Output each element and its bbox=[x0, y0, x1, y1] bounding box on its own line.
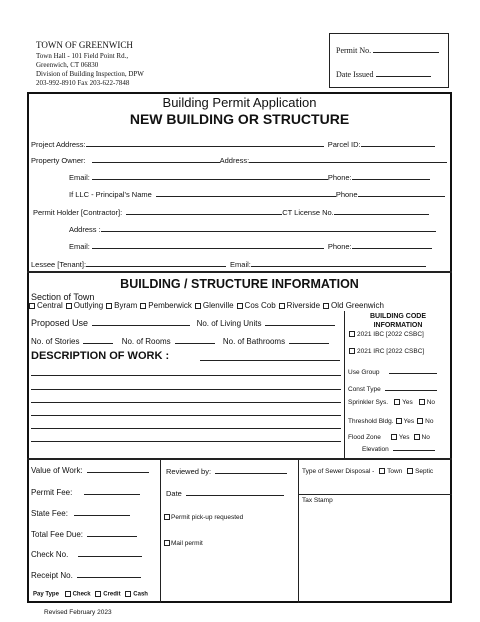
town-option-old-greenwich[interactable]: Old Greenwich bbox=[320, 301, 384, 310]
owner-email-row: Email: Phone: bbox=[69, 172, 430, 182]
lessee-email-field[interactable] bbox=[251, 259, 426, 267]
permit-holder-row: Permit Holder [Contractor]: CT License No. bbox=[33, 207, 429, 217]
project-address-row: Project Address: Parcel ID: bbox=[31, 139, 435, 149]
bottom-divider bbox=[27, 458, 452, 460]
checkbox-icon bbox=[140, 303, 146, 309]
pay-credit-checkbox[interactable] bbox=[95, 591, 101, 597]
pickup-option[interactable]: Permit pick-up requested bbox=[164, 514, 243, 521]
code-box-divider bbox=[344, 311, 345, 458]
elevation-field[interactable] bbox=[393, 443, 435, 451]
threshold-no-checkbox[interactable] bbox=[417, 418, 423, 424]
flood-no-checkbox[interactable] bbox=[414, 434, 420, 440]
contractor-email-row: Email: Phone: bbox=[69, 241, 432, 251]
rooms-field[interactable] bbox=[175, 336, 215, 344]
state-fee-row: State Fee: bbox=[31, 508, 130, 518]
lessee-row: Lessee [Tenant]: Email: bbox=[31, 259, 426, 269]
checkbox-icon bbox=[279, 303, 285, 309]
town-name: TOWN OF GREENWICH bbox=[36, 40, 133, 50]
contractor-address-row: Address : bbox=[69, 224, 436, 234]
description-line-0[interactable] bbox=[200, 360, 340, 361]
bathrooms-field[interactable] bbox=[289, 336, 329, 344]
form-subtitle: NEW BUILDING OR STRUCTURE bbox=[129, 111, 350, 127]
form-title: Building Permit Application bbox=[162, 95, 317, 110]
mail-option[interactable]: Mail permit bbox=[164, 540, 203, 547]
parcel-id-field[interactable] bbox=[361, 139, 435, 147]
permit-no-field[interactable] bbox=[373, 45, 439, 53]
checkbox-icon bbox=[29, 303, 35, 309]
proposed-use-row: Proposed Use No. of Living Units bbox=[31, 318, 335, 328]
town-option-glenville[interactable]: Glenville bbox=[192, 301, 234, 310]
project-address-field[interactable] bbox=[86, 139, 324, 147]
state-fee-field[interactable] bbox=[74, 508, 130, 516]
description-line-5[interactable] bbox=[31, 428, 341, 429]
phone-line: 203-992-8910 Fax 203-622-7848 bbox=[36, 79, 130, 87]
llc-phone-field[interactable] bbox=[358, 189, 445, 197]
reviewed-by-field[interactable] bbox=[215, 466, 287, 474]
llc-principal-field[interactable] bbox=[156, 189, 336, 197]
check-no-field[interactable] bbox=[78, 549, 142, 557]
proposed-use-field[interactable] bbox=[92, 318, 190, 326]
town-option-central[interactable]: Central bbox=[26, 301, 63, 310]
town-option-byram[interactable]: Byram bbox=[103, 301, 137, 310]
date-issued-label: Date Issued bbox=[336, 69, 431, 79]
permit-fee-field[interactable] bbox=[84, 487, 140, 495]
review-date-row: Date bbox=[166, 488, 284, 498]
sewer-septic-checkbox[interactable] bbox=[407, 468, 413, 474]
structure-heading: BUILDING / STRUCTURE INFORMATION bbox=[120, 277, 359, 291]
living-units-field[interactable] bbox=[265, 318, 335, 326]
const-type-field[interactable] bbox=[385, 383, 437, 391]
tax-stamp-label: Tax Stamp bbox=[302, 497, 333, 504]
ct-license-field[interactable] bbox=[334, 207, 429, 215]
property-owner-field[interactable] bbox=[92, 155, 220, 163]
value-of-work-row: Value of Work: bbox=[31, 465, 149, 475]
pay-check-checkbox[interactable] bbox=[65, 591, 71, 597]
owner-phone-field[interactable] bbox=[352, 172, 430, 180]
stories-row: No. of Stories No. of Rooms No. of Bathrooms bbox=[31, 336, 329, 346]
section-divider bbox=[27, 271, 452, 273]
review-date-field[interactable] bbox=[186, 488, 284, 496]
sprinkler-yes-checkbox[interactable] bbox=[394, 399, 400, 405]
address-line-1: Town Hall - 101 Field Point Rd., bbox=[36, 52, 129, 60]
description-line-2[interactable] bbox=[31, 389, 341, 390]
section-of-town-label: Section of Town bbox=[31, 292, 95, 302]
description-line-4[interactable] bbox=[31, 415, 341, 416]
checkbox-icon bbox=[237, 303, 243, 309]
stories-field[interactable] bbox=[83, 336, 113, 344]
receipt-no-row: Receipt No. bbox=[31, 570, 141, 580]
property-owner-row: Property Owner: Address: bbox=[31, 155, 447, 165]
check-no-row: Check No. bbox=[31, 549, 142, 559]
checkbox-icon bbox=[195, 303, 201, 309]
address-line-2: Greenwich, CT 06830 bbox=[36, 61, 99, 69]
permit-box bbox=[329, 33, 449, 88]
sewer-town-checkbox[interactable] bbox=[379, 468, 385, 474]
irc-option[interactable]: 2021 IRC [2022 CSBC] bbox=[346, 348, 424, 355]
pay-type-row: Pay Type Check Credit Cash bbox=[33, 591, 148, 598]
total-fee-field[interactable] bbox=[87, 529, 137, 537]
checkbox-icon bbox=[66, 303, 72, 309]
pay-cash-checkbox[interactable] bbox=[125, 591, 131, 597]
checkbox-icon bbox=[106, 303, 112, 309]
town-options bbox=[26, 301, 384, 310]
division-line: Division of Building Inspection, DPW bbox=[36, 70, 144, 78]
sprinkler-no-checkbox[interactable] bbox=[419, 399, 425, 405]
use-group-row: Use Group bbox=[348, 366, 437, 376]
description-label: DESCRIPTION OF WORK : bbox=[31, 350, 170, 362]
total-fee-row: Total Fee Due: bbox=[31, 529, 137, 539]
contractor-field[interactable] bbox=[126, 207, 282, 215]
code-info-heading: BUILDING CODE INFORMATION bbox=[370, 313, 426, 329]
sprinkler-row: Sprinkler Sys. Yes No bbox=[348, 399, 436, 406]
description-line-6[interactable] bbox=[31, 441, 341, 442]
const-type-row: Const Type bbox=[348, 383, 437, 393]
description-line-3[interactable] bbox=[31, 402, 341, 403]
permit-fee-row: Permit Fee: bbox=[31, 487, 140, 497]
llc-principal-row: If LLC - Principal’s Name Phone bbox=[69, 189, 445, 199]
reviewed-by-row: Reviewed by: bbox=[166, 466, 287, 476]
receipt-no-field[interactable] bbox=[77, 570, 141, 578]
revised-note: Revised February 2023 bbox=[44, 609, 112, 616]
town-option-outlying[interactable]: Outlying bbox=[63, 301, 103, 310]
town-option-cos-cob[interactable]: Cos Cob bbox=[234, 301, 276, 310]
tax-stamp-divider bbox=[298, 494, 452, 495]
town-option-pemberwick[interactable]: Pemberwick bbox=[137, 301, 192, 310]
date-issued-field[interactable] bbox=[376, 69, 431, 77]
fees-divider bbox=[160, 458, 161, 603]
checkbox-icon bbox=[323, 303, 329, 309]
threshold-yes-checkbox[interactable] bbox=[396, 418, 402, 424]
value-of-work-field[interactable] bbox=[87, 465, 149, 473]
contractor-phone-field[interactable] bbox=[352, 241, 432, 249]
owner-email-field[interactable] bbox=[92, 172, 328, 180]
description-line-1[interactable] bbox=[31, 375, 341, 376]
contractor-address-field[interactable] bbox=[101, 224, 436, 232]
flood-zone-row: Flood Zone Yes No bbox=[348, 434, 430, 441]
ibc-option[interactable]: 2021 IBC [2022 CSBC] bbox=[346, 331, 424, 338]
town-option-riverside[interactable]: Riverside bbox=[276, 301, 320, 310]
use-group-field[interactable] bbox=[389, 366, 437, 374]
threshold-row: Threshold Bldg. Yes No bbox=[348, 418, 434, 425]
lessee-field[interactable] bbox=[86, 259, 226, 267]
owner-address-field[interactable] bbox=[249, 155, 447, 163]
sewer-row: Type of Sewer Disposal - Town Septic bbox=[302, 468, 434, 475]
permit-no-label: Permit No. bbox=[336, 45, 439, 55]
review-divider bbox=[298, 458, 299, 603]
elevation-row: Elevation bbox=[362, 443, 435, 453]
contractor-email-field[interactable] bbox=[92, 241, 324, 249]
flood-yes-checkbox[interactable] bbox=[391, 434, 397, 440]
